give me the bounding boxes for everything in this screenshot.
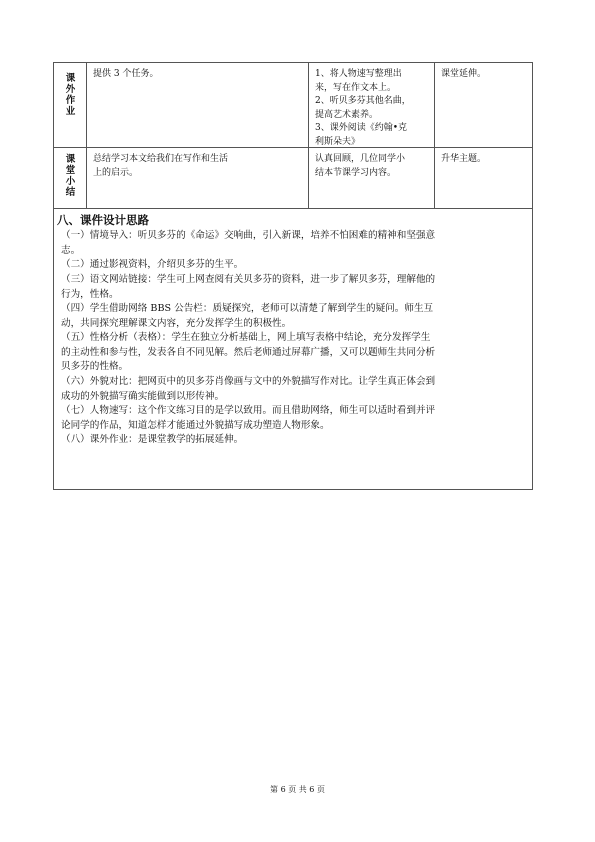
cell-text-line: 课堂延伸。 [441,69,487,79]
paragraph-6: （六）外貌对比：把网页中的贝多芬肖像画与文中的外貌描写作对比。让学生真正体会到 成功的外貌描写确实能做到以形传神。 [61,376,436,402]
table-row-summary [54,148,532,209]
lesson-plan-table [53,62,533,490]
section-title: 八、课件设计思路 [57,213,149,227]
cell-text-line: 认真回顾，几位同学小 [315,154,406,164]
cell-text-line: 上的启示。 [93,167,139,178]
row-label-cell [54,148,87,208]
cell-text-line: 结本节课学习内容。 [315,167,397,178]
cell-text-line: 提供 3 个任务。 [93,69,159,79]
cell-text-line: 总结学习本文给我们在写作和生活 [93,154,229,164]
cell-text-line: 升华主题。 [441,154,487,164]
page-footer: 第 6 页 共 6 页 [270,785,325,794]
paragraph-2: （二）通过影视资料，介绍贝多芬的生平。 [61,259,244,270]
teacher-activity-cell [87,148,309,208]
cell-text-line: 3、课外阅读《约翰•克 [315,123,408,133]
paragraph-3: （三）语文网站链接：学生可上网查阅有关贝多芬的资料，进一步了解贝多芬，理解他的 行为，性格。 [61,274,436,300]
paragraph-7: （七）人物速写：这个作文练习目的是学以致用。而且借助网络，师生可以适时看到并评 论同学的作品，知道怎样才能通过外貌描写成功塑造人物形象。 [61,405,436,431]
cell-text-line: 来，写在作文本上。 [315,82,397,93]
paragraph-4: （四）学生借助网络 BBS 公告栏：质疑探究，老师可以清楚了解到学生的疑问。师生互 动，共同探究理解课文内容，充分发挥学生的积极性。 [61,303,434,329]
teacher-activity-cell [87,63,309,147]
student-activity-cell [309,148,435,208]
table-row-homework [54,63,532,148]
cell-text-line: 提高艺术素养。 [315,109,379,120]
paragraph-8: （八）课外作业：是课堂教学的拓展延伸。 [61,434,244,445]
cell-text-line: 2、听贝多芬其他名曲， [315,96,411,106]
row-label-homework: 课 外 作 业 [65,73,76,117]
design-intent-cell [435,63,532,147]
paragraph-5: （五）性格分析（表格）：学生在独立分析基础上，网上填写表格中结论，充分发挥学生 的主动性和参与性，发表各自不同见解。然后老师通过屏幕广播，又可以题师生共同分析 贝多芬的性格。 [61,332,436,373]
student-activity-cell [309,63,435,147]
row-label-summary: 课 堂 小 结 [65,154,76,198]
row-label-cell [54,63,87,147]
design-intent-cell [435,148,532,208]
cell-text-line: 1、将人物速写整理出 [315,69,402,79]
cell-text-line: 利斯朵夫》 [315,136,361,147]
paragraph-1: （一）情境导入：听贝多芬的《命运》交响曲，引入新课，培养不怕困难的精神和坚强意 志。 [61,230,436,256]
